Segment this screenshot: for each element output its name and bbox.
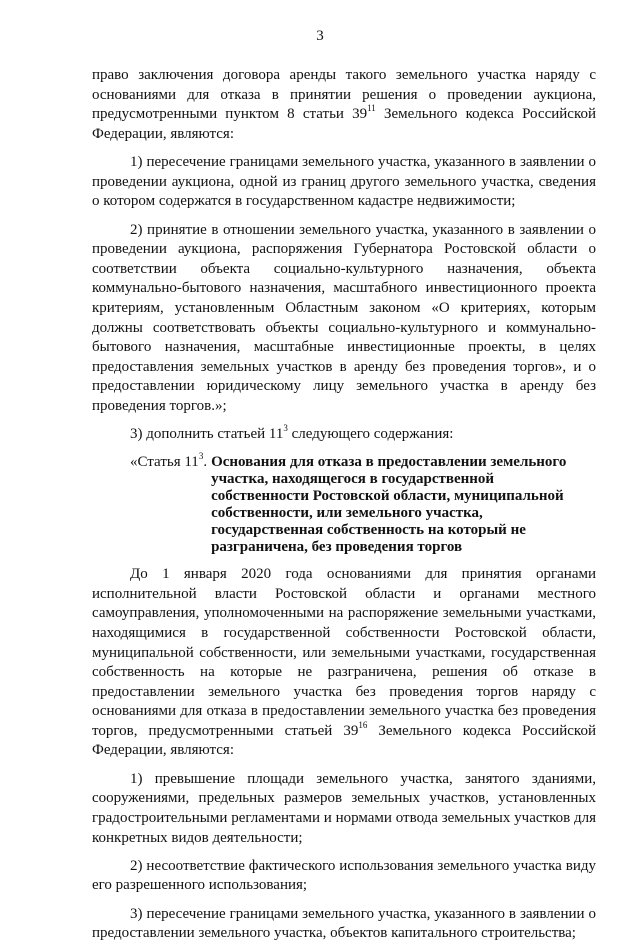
document-body xyxy=(92,66,596,944)
article-list-item-3: 3) пересечение границами земельного участка, указанного в заявлении о предоставлении земельного участка, объектов капитального строительства; xyxy=(92,905,596,942)
article-list-item-2: 2) несоответствие фактического использования земельного участка виду его разрешенного использования; xyxy=(92,857,596,894)
page-number: 3 xyxy=(316,28,324,44)
article-heading xyxy=(92,453,596,556)
article-list-item-1: 1) превышение площади земельного участка, занятого зданиями, сооружениями, предельных размеров земельных участков, установленных градостроительными регламентами и нормами отвода земельных участков для конкретных видов деятельности; xyxy=(92,770,596,846)
article-label: «Статья $11^3$. xyxy=(130,451,208,471)
paragraph-continuation: право заключения договора аренды такого земельного участка наряду с основаниями для отказа в принятии решения о проведении аукциона, предусмотренными пунктом 8 статьи $39^{11}$ Земельного кодекса Российской Федерации, являются: xyxy=(92,67,596,142)
list-item-2: 2) принятие в отношении земельного участка, указанного в заявлении о проведении аукциона, распоряжения Губернатора Ростовской области о соответствии объекта социально-культурного назначения, объекта коммунально-бытового назначения, масштабного инвестиционного проекта критериям, установленным Областным законом «О критериях, которым должны соответствовать объекты социально-культурного и коммунально-бытового назначения, масштабные инвестиционные проекты, в целях предоставления земельных участков в аренду без проведения торгов», и о предоставлении юридическому лицу земельного участка в аренду без проведения торгов.»; xyxy=(92,221,596,414)
article-title: Основания для отказа в предоставлении земельного участка, находящегося в государственной собственности Ростовской области, муниципальной собственности, или земельного участка, государственная собственность на который не разграничена, без проведения торгов xyxy=(211,454,567,556)
article-body-paragraph: До 1 января 2020 года основаниями для принятия органами исполнительной власти Ростовской области и органами местного самоуправления, уполномоченными на распоряжение земельными участками, находящимися в государственной собственности Ростовской области, муниципальной собственности, или земельными участками, государственная собственность на которые не разграничена, решения об отказе в предоставлении земельного участка без проведения торгов наряду с основаниями для отказа в предоставлении земельного участка без проведения торгов, предусмотренными статьей $39^{16}$ Земельного кодекса Российской Федерации, являются: xyxy=(92,566,596,759)
list-item-3-add-article: 3) дополнить статьей $11^3$ следующего содержания: xyxy=(130,423,454,443)
list-item-1: 1) пересечение границами земельного участка, указанного в заявлении о проведении аукциона, одной из границ другого земельного участка, сведения о котором содержатся в государственном кадастре недвижимости; xyxy=(92,154,596,210)
